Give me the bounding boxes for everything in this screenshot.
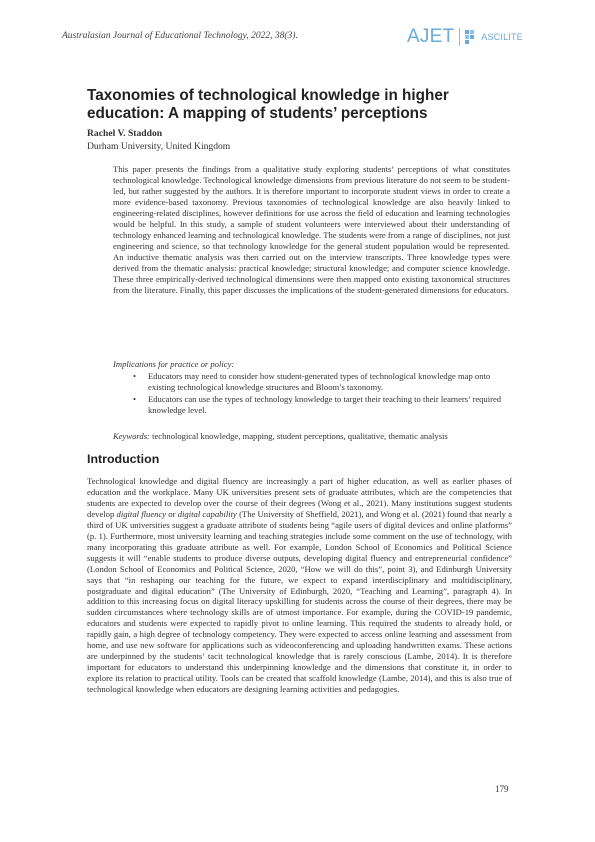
logo-divider: [459, 28, 460, 46]
intro-text-connector: or: [166, 508, 178, 519]
article-title: Taxonomies of technological knowledge in higher education: A mapping of students’ perceptions: [87, 87, 449, 122]
keywords-label: Keywords:: [113, 431, 150, 441]
keywords-text: technological knowledge, mapping, student perceptions, qualitative, thematic analysis: [152, 431, 448, 441]
abstract: This paper presents the findings from a qualitative study exploring students’ perceptions of what constitutes technological knowledge. Technological knowledge dimensions from previous literature do not seem to be student-led, but rather suggested by the authors. It is therefore important to incorporate student views in order to create a more evidence-based taxonomy. Previous taxonomies of technological knowledge are also heavily linked to engineering-related disciplines, however definitions for use across the field of education and learning technologies would be helpful. In this study, a sample of student volunteers were interviewed about their understanding of technology enhanced learning and technological knowledge. The students were from a range of disciplines, not just engineering and science, so that technology knowledge for the general student population would be represented. An inductive thematic analysis was then carried out on the interview transcripts. Three knowledge types were derived from the thematic analysis: practical knowledge; structural knowledge; and computer science knowledge. These three empirically-derived technological dimensions were then mapped onto existing taxonomical structures from the literature. Finally, this paper discusses the implications of the student-generated dimensions for educators.: [113, 164, 510, 296]
journal-citation: Australasian Journal of Educational Technology, 2022, 38(3).: [62, 31, 298, 41]
implication-text: Educators may need to consider how student-generated types of technological knowledge map onto existing technological knowledge structures and Bloom’s taxonomy.: [148, 371, 491, 393]
bullet-icon: •: [133, 394, 137, 405]
page-number: 179: [495, 784, 509, 794]
intro-text-start: Technological knowledge and digital fluency are increasingly a part of higher education, as well as earlier phases of education and the workplace. Many UK universities present sets of graduate attributes, which are the competencies that students are expected to develop over the course of their degrees (Wong et al., 2021). Many institutions suggest students develop: [87, 476, 512, 519]
intro-italic-term: digital capability: [177, 508, 237, 519]
implications-heading: Implications for practice or policy:: [113, 359, 235, 369]
introduction-paragraph: [87, 476, 512, 695]
ascilite-logo-icon: [464, 28, 479, 46]
intro-italic-term: digital fluency: [116, 508, 167, 519]
author-affiliation: Durham University, United Kingdom: [87, 141, 231, 152]
author-name: Rachel V. Staddon: [87, 128, 163, 139]
keywords: [113, 431, 513, 441]
implications-list: [113, 371, 513, 417]
section-heading-introduction: Introduction: [87, 452, 160, 466]
intro-text-rest: (The University of Sheffield, 2021), and Wong et al. (2021) found that nearly a third of UK universities suggest a graduate attribute of students being “agile users of digital devices and online platforms” (p. 1). Furthermore, most university learning and teaching strategies include some comment on the use of technology, with many incorporating this graduate attribute as well. For example, London School of Economics and Political Science suggests it will “enable students to produce diverse outputs, developing digital fluency and entrepreneurial confidence” (London School of Economics and Political Science, 2020, “How we will do this”, point 3), and Edinburgh University says that “in reshaping our teaching for the future, we expect to expand interdisciplinary and multidisciplinary, postgraduate and digital education” (The University of Edinburgh, 2020, “Teaching and Learning”, paragraph 4). In addition to this increasing focus on digital literacy upskilling for students across the course of their degrees, there may be sudden circumstances where technology skills are of utmost importance. For example, during the COVID-19 pandemic, educators and students were expected to rapidly pivot to online learning. This required the students to already hold, or rapidly gain, a high degree of technology competency. They were expected to access online learning and assessment from home, and use new software for applications such as videoconferencing and uploading handwritten exams. These actions are underpinned by the students’ tacit technological knowledge that is rarely conscious (Lambe, 2014). It is therefore important for educators to understand this underpinning knowledge and the dimensions that constitute it, in order to explore its relation to practical utility. Tools can be created that scaffold knowledge (Lambe, 2014), and this is also true of technological knowledge when educators are designing learning activities and pedagogies.: [87, 508, 512, 695]
ajet-logo-text: AJET: [407, 26, 455, 47]
list-item: [113, 394, 513, 416]
implication-text: Educators can use the types of technology knowledge to target their teaching to their learners’ required knowledge level.: [148, 394, 502, 416]
list-item: [113, 371, 513, 393]
bullet-icon: •: [133, 371, 137, 381]
ajet-ascilite-logo: [407, 26, 523, 48]
ascilite-logo-text: ASCILITE: [481, 32, 523, 42]
